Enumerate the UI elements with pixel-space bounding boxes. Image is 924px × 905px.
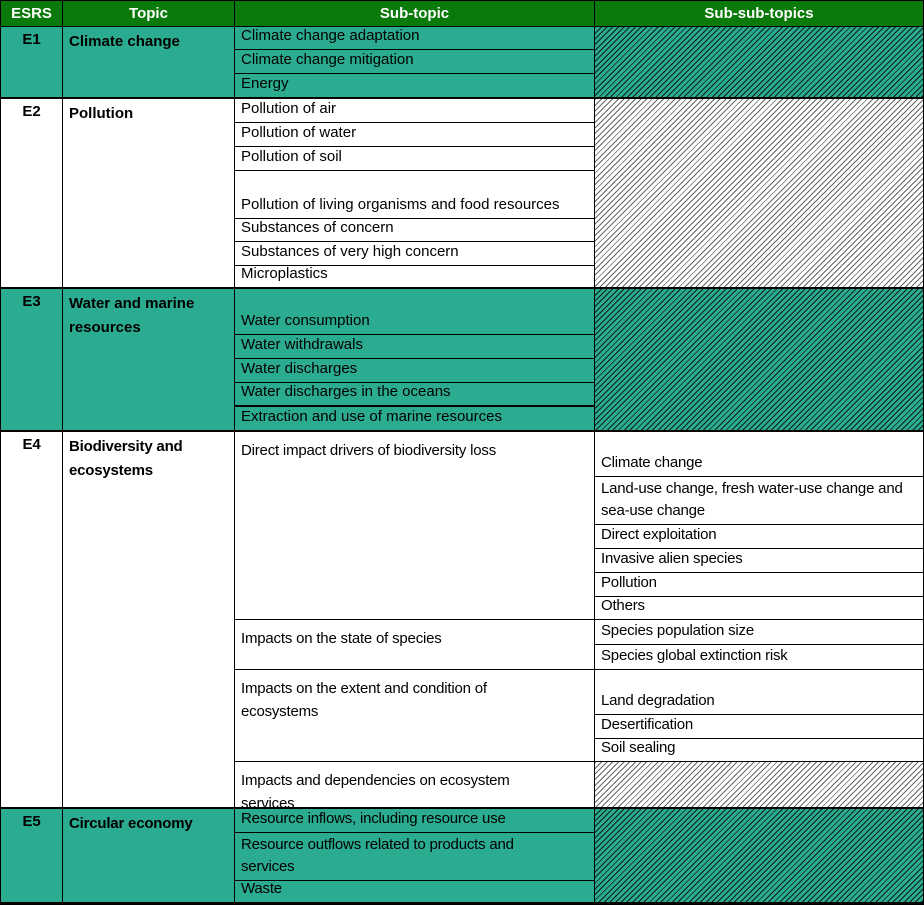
topic-label: Water and marine resources bbox=[63, 289, 235, 430]
subsubtopic-row: Species population size bbox=[595, 620, 923, 645]
section-e4 bbox=[1, 430, 923, 812]
subtopic-row: Water consumption bbox=[235, 289, 594, 335]
subtopic-row: Waste bbox=[241, 880, 282, 897]
subtopic-group-direct-impact-drivers bbox=[235, 432, 923, 620]
subtopic-row: Pollution of living organisms and food resources bbox=[235, 171, 594, 219]
subtopic-row: Substances of concern bbox=[235, 219, 594, 242]
subsubtopic-row: Desertification bbox=[595, 715, 923, 739]
subtopic-row: Water discharges bbox=[235, 359, 594, 383]
subtopic-group-extent-condition-ecosystems bbox=[235, 670, 923, 762]
subsubtopic-row: Others bbox=[601, 597, 645, 614]
header-sub-sub-topics: Sub-sub-topics bbox=[704, 5, 814, 22]
section-e3 bbox=[1, 287, 923, 430]
hatched-not-applicable-cell bbox=[595, 809, 923, 902]
subtopic-label bbox=[235, 762, 595, 812]
subsubtopic-row: Direct exploitation bbox=[595, 525, 923, 549]
subtopic-column bbox=[235, 809, 595, 902]
topic-label: Biodiversity and ecosystems bbox=[63, 432, 235, 807]
subtopic-groups-column bbox=[235, 432, 923, 812]
esrs-code: E2 bbox=[1, 99, 63, 287]
subtopic-row: Extraction and use of marine resources bbox=[235, 405, 594, 430]
subtopic-row: Water withdrawals bbox=[235, 335, 594, 359]
subsubtopic-column bbox=[595, 432, 923, 619]
subsubtopic-row: Species global extinction risk bbox=[601, 647, 788, 664]
section-e1 bbox=[1, 27, 923, 97]
subtopic-row: Energy bbox=[241, 75, 289, 92]
subtopic-label bbox=[235, 620, 595, 669]
subsubtopic-row: Climate change bbox=[595, 432, 923, 477]
subtopic-label-text: Impacts and dependencies on ecosystem services bbox=[241, 772, 510, 812]
header-sub-topic: Sub-topic bbox=[235, 1, 595, 26]
subtopic-group-state-of-species bbox=[235, 620, 923, 670]
hatched-not-applicable-cell bbox=[595, 762, 923, 807]
esrs-code: E1 bbox=[1, 27, 63, 97]
hatched-not-applicable-cell bbox=[595, 289, 923, 430]
subsubtopic-row: Land degradation bbox=[595, 670, 923, 715]
subsubtopic-row: Land-use change, fresh water-use change and sea-use change bbox=[595, 477, 923, 525]
subsubtopic-column bbox=[595, 670, 923, 761]
subtopic-row bbox=[235, 833, 594, 881]
hatched-not-applicable-cell bbox=[595, 99, 923, 287]
subtopic-label-text: Resource outflows related to products and services bbox=[241, 836, 514, 875]
subtopic-row: Climate change mitigation bbox=[235, 50, 594, 74]
topic-label: Pollution bbox=[63, 99, 235, 287]
subsubtopic-row: Pollution bbox=[595, 573, 923, 597]
subtopic-row: Climate change adaptation bbox=[235, 27, 594, 50]
subtopic-label-text: Direct impact drivers of biodiversity loss bbox=[241, 442, 497, 459]
subtopic-column bbox=[235, 27, 595, 97]
subtopic-label-text: Impacts on the extent and condition of ecosystems bbox=[241, 680, 487, 720]
topic-label: Climate change bbox=[63, 27, 235, 97]
subtopic-row: Water discharges in the oceans bbox=[241, 383, 451, 400]
subtopic-row: Substances of very high concern bbox=[235, 242, 594, 266]
section-e5 bbox=[1, 807, 923, 902]
subtopic-row: Resource inflows, including resource use bbox=[235, 809, 594, 833]
hatched-not-applicable-cell bbox=[595, 27, 923, 97]
table-header-row bbox=[1, 1, 923, 27]
subtopic-row: Microplastics bbox=[241, 265, 328, 282]
subtopic-row: Pollution of water bbox=[235, 123, 594, 147]
topic-label: Circular economy bbox=[63, 809, 235, 902]
subtopic-column bbox=[235, 99, 595, 287]
esrs-code: E5 bbox=[1, 809, 63, 902]
header-esrs: ESRS bbox=[1, 1, 63, 26]
subsubtopic-row: Invasive alien species bbox=[595, 549, 923, 573]
subtopic-label bbox=[235, 432, 595, 619]
subtopic-group-ecosystem-services bbox=[235, 762, 923, 812]
subtopic-row: Pollution of air bbox=[235, 99, 594, 123]
section-e2 bbox=[1, 97, 923, 287]
subtopic-label-text: Impacts on the state of species bbox=[241, 630, 442, 647]
subtopic-row: Pollution of soil bbox=[235, 147, 594, 171]
subtopic-label bbox=[235, 670, 595, 761]
subsubtopic-row: Soil sealing bbox=[601, 739, 676, 756]
header-topic: Topic bbox=[63, 1, 235, 26]
subsubtopic-column bbox=[595, 620, 923, 669]
esrs-code: E3 bbox=[1, 289, 63, 430]
esrs-code: E4 bbox=[1, 432, 63, 807]
subtopic-column bbox=[235, 289, 595, 430]
